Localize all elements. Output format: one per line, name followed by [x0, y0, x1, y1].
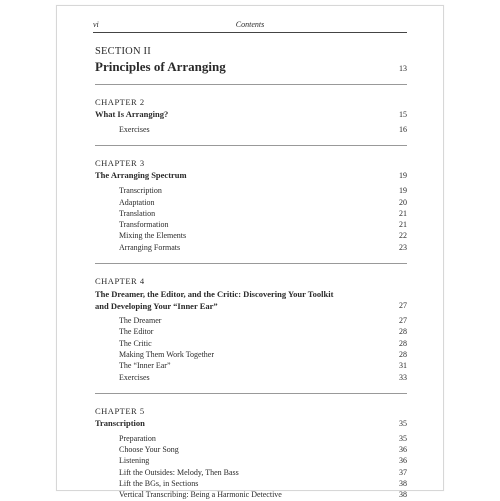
entry-title: Transcription — [119, 186, 162, 196]
entry-title: Lift the BGs, in Sections — [119, 479, 199, 489]
divider — [95, 393, 407, 394]
chapter-title-line-1: The Dreamer, the Editor, and the Critic: Discovering Your Toolkit — [95, 289, 334, 300]
entry-page-number: 19 — [399, 186, 407, 196]
book-page — [56, 5, 444, 500]
chapter-page-number: 19 — [399, 171, 407, 181]
chapter-page-number: 15 — [399, 110, 407, 119]
chapter-label: CHAPTER 3 — [95, 158, 145, 169]
section-page-number: 13 — [399, 64, 407, 73]
toc-entry — [95, 478, 407, 489]
toc-entry — [95, 315, 407, 326]
entry-title: Listening — [119, 456, 150, 466]
section-label: SECTION II — [95, 46, 151, 57]
entry-title: Choose Your Song — [119, 445, 179, 455]
chapter-label: CHAPTER 2 — [95, 97, 145, 107]
entry-page-number: 16 — [399, 125, 407, 134]
entry-title: Vertical Transcribing: Being a Harmonic Detective — [119, 490, 282, 500]
entry-page-number: 38 — [399, 490, 407, 500]
entry-page-number: 35 — [399, 433, 407, 443]
toc-entry — [95, 242, 407, 253]
running-header — [93, 18, 407, 33]
chapter-title-row — [95, 418, 407, 429]
chapter-label: CHAPTER 5 — [95, 405, 145, 416]
section-title: Principles of Arranging — [95, 59, 226, 74]
divider — [95, 84, 407, 85]
toc-entry — [95, 208, 407, 219]
toc-entry — [95, 197, 407, 208]
entry-title: Exercises — [119, 125, 150, 134]
entry-title: Exercises — [119, 372, 150, 382]
chapter-page-number: 35 — [399, 418, 407, 428]
entry-page-number: 31 — [399, 361, 407, 371]
entry-page-number: 22 — [399, 231, 407, 241]
chapter-title-line-2: and Developing Your “Inner Ear” — [95, 301, 218, 312]
toc-entry — [95, 349, 407, 360]
chapter-title: Transcription — [95, 417, 145, 428]
toc-entry — [95, 219, 407, 230]
entry-page-number: 36 — [399, 456, 407, 466]
toc-entry — [95, 230, 407, 241]
entry-page-number: 36 — [399, 445, 407, 455]
divider — [95, 145, 407, 146]
chapter-title-row — [95, 170, 407, 181]
entry-title: The Editor — [119, 327, 154, 337]
entry-title: Mixing the Elements — [119, 231, 187, 241]
entry-title: Transformation — [119, 220, 169, 230]
chapter-label: CHAPTER 4 — [95, 276, 145, 287]
toc-entry — [95, 455, 407, 466]
toc-entry — [95, 360, 407, 371]
running-title: Contents — [235, 20, 265, 29]
entry-page-number: 37 — [399, 467, 407, 477]
entry-page-number: 27 — [399, 316, 407, 326]
entry-title: Arranging Formats — [119, 242, 181, 252]
toc-entry — [95, 444, 407, 455]
entry-page-number: 20 — [399, 197, 407, 207]
entry-page-number: 38 — [399, 479, 407, 489]
toc-entry — [95, 489, 407, 500]
section-title-row — [95, 59, 407, 77]
toc-entry — [95, 185, 407, 196]
entry-title: The “Inner Ear” — [119, 361, 171, 371]
entry-page-number: 28 — [399, 349, 407, 359]
toc-entry — [95, 326, 407, 337]
toc-entry — [95, 433, 407, 444]
chapter-title-row — [95, 109, 407, 120]
page-folio: vi — [93, 20, 99, 29]
chapter-title-row — [95, 288, 407, 312]
entry-page-number: 21 — [399, 220, 407, 230]
entry-title: The Critic — [119, 338, 152, 348]
entry-page-number: 33 — [399, 372, 407, 382]
entry-title: Lift the Outsides: Melody, Then Bass — [119, 467, 239, 477]
toc-entry — [95, 124, 407, 135]
entry-title: Translation — [119, 208, 156, 218]
toc-entry — [95, 467, 407, 478]
entry-title: Making Them Work Together — [119, 349, 215, 359]
entry-title: The Dreamer — [119, 316, 162, 326]
table-of-contents — [95, 46, 407, 501]
entry-page-number: 23 — [399, 242, 407, 252]
chapter-title: The Arranging Spectrum — [95, 170, 187, 181]
entry-page-number: 28 — [399, 338, 407, 348]
entry-title: Adaptation — [119, 197, 155, 207]
toc-entry — [95, 372, 407, 383]
divider — [95, 263, 407, 264]
chapter-title — [95, 288, 333, 312]
entry-page-number: 28 — [399, 327, 407, 337]
entry-page-number: 21 — [399, 208, 407, 218]
chapter-page-number: 27 — [399, 301, 407, 311]
entry-title: Preparation — [119, 433, 156, 443]
toc-entry — [95, 338, 407, 349]
chapter-title: What Is Arranging? — [95, 109, 169, 119]
